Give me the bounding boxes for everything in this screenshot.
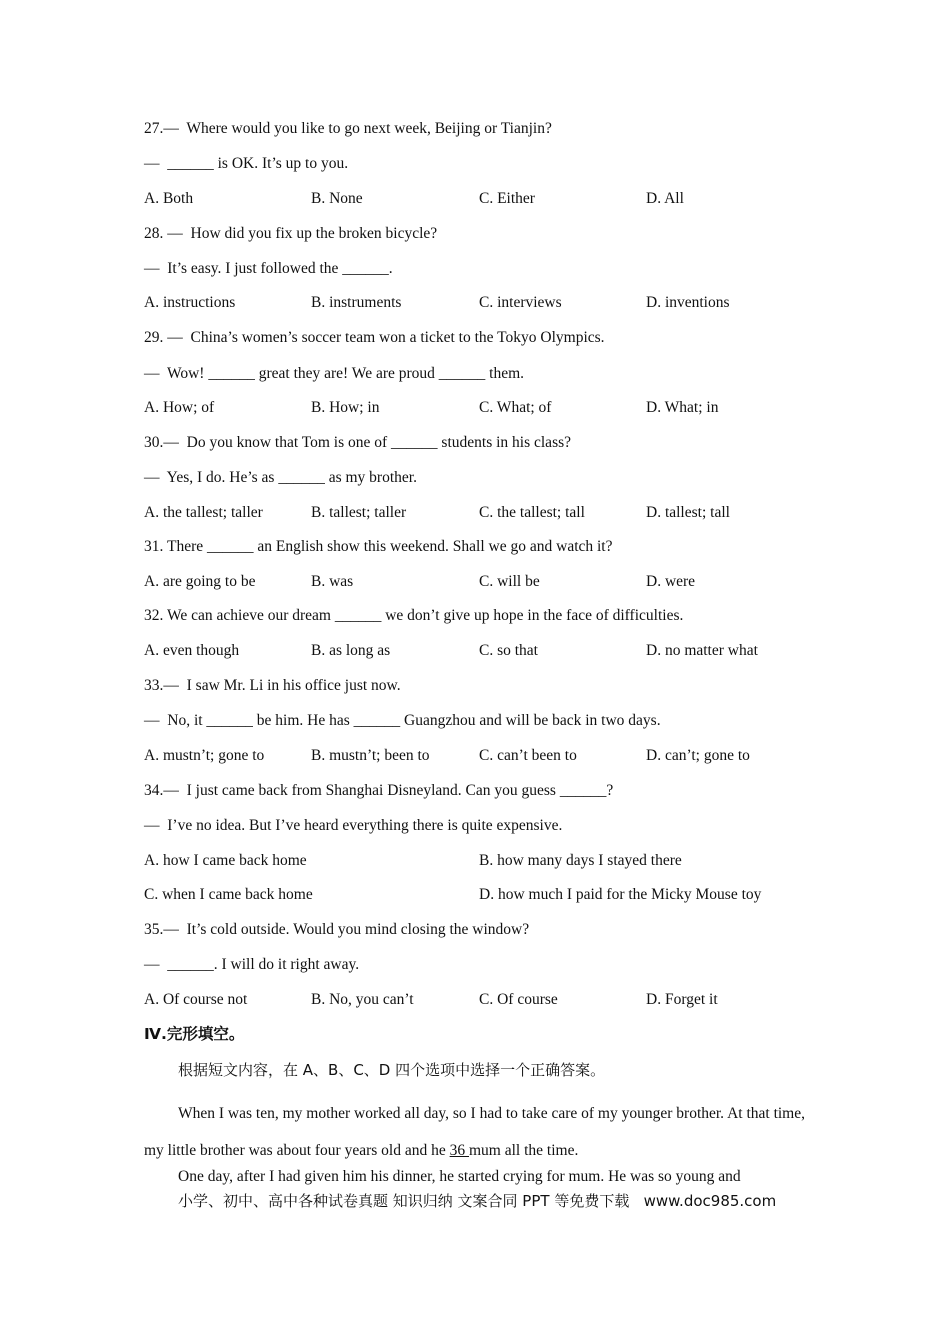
passage-paragraph-2: One day, after I had given him his dinner, he started crying for mum. He was so young and [178, 1168, 741, 1185]
q34-stem: 34.— I just came back from Shanghai Disneyland. Can you guess ______? [144, 782, 614, 799]
q35-option-d: D. Forget it [646, 991, 718, 1008]
q33-option-d: D. can’t; gone to [646, 747, 750, 764]
q34-option-b: B. how many days I stayed there [479, 852, 682, 869]
q27-option-b: B. None [311, 190, 363, 207]
q32-stem: 32. We can achieve our dream ______ we don’t give up hope in the face of difficulties. [144, 607, 684, 624]
q34-option-d: D. how much I paid for the Micky Mouse toy [479, 886, 762, 903]
q35-option-a: A. Of course not [144, 991, 248, 1008]
section-heading: Ⅳ.完形填空。 [144, 1025, 245, 1043]
q34-option-c: C. when I came back home [144, 886, 313, 903]
q27-option-d: D. All [646, 190, 684, 207]
q32-option-d: D. no matter what [646, 642, 758, 659]
q32-option-a: A. even though [144, 642, 240, 659]
blank-36: 36 [449, 1142, 469, 1159]
q33-option-a: A. mustn’t; gone to [144, 747, 265, 764]
q31-option-b: B. was [311, 573, 354, 590]
page-footer: 小学、初中、高中各种试卷真题 知识归纳 文案合同 PPT 等免费下载 www.doc985.com [178, 1192, 777, 1210]
q29-stem: 29. — China’s women’s soccer team won a ticket to the Tokyo Olympics. [144, 329, 605, 346]
q28-option-c: C. interviews [479, 294, 562, 311]
section-instruction: 根据短文内容，在 A、B、C、D 四个选项中选择一个正确答案。 [178, 1061, 606, 1079]
q32-option-b: B. as long as [311, 642, 391, 659]
q30-option-b: B. tallest; taller [311, 504, 407, 521]
q31-option-d: D. were [646, 573, 696, 590]
q27-option-a: A. Both [144, 190, 194, 207]
q27-reply: — ______ is OK. It’s up to you. [144, 155, 349, 172]
q29-option-c: C. What; of [479, 399, 552, 416]
q31-option-c: C. will be [479, 573, 540, 590]
q33-stem: 33.— I saw Mr. Li in his office just now. [144, 677, 401, 694]
q32-option-c: C. so that [479, 642, 538, 659]
passage-text: mum all the time. [469, 1142, 579, 1159]
q28-option-a: A. instructions [144, 294, 236, 311]
q30-stem: 30.— Do you know that Tom is one of ______ students in his class? [144, 434, 572, 451]
q28-reply: — It’s easy. I just followed the ______. [144, 260, 393, 277]
q30-option-a: A. the tallest; taller [144, 504, 263, 521]
q35-option-b: B. No, you can’t [311, 991, 414, 1008]
q30-option-c: C. the tallest; tall [479, 504, 585, 521]
q27-stem: 27.— Where would you like to go next week, Beijing or Tianjin? [144, 120, 552, 137]
passage-paragraph-1 [144, 1095, 806, 1169]
q29-option-b: B. How; in [311, 399, 380, 416]
q33-option-c: C. can’t been to [479, 747, 577, 764]
q29-reply: — Wow! ______ great they are! We are proud ______ them. [144, 365, 525, 382]
q33-option-b: B. mustn’t; been to [311, 747, 430, 764]
q28-option-d: D. inventions [646, 294, 730, 311]
q28-option-b: B. instruments [311, 294, 402, 311]
q35-stem: 35.— It’s cold outside. Would you mind closing the window? [144, 921, 530, 938]
q34-reply: — I’ve no idea. But I’ve heard everything there is quite expensive. [144, 817, 563, 834]
passage-text: When I was ten, my mother worked all day, so I had to take care of my younger brother. At that time, my little brother was about four years old and he [144, 1105, 805, 1159]
q31-option-a: A. are going to be [144, 573, 256, 590]
q29-option-d: D. What; in [646, 399, 719, 416]
q30-reply: — Yes, I do. He’s as ______ as my brother. [144, 469, 417, 486]
q29-option-a: A. How; of [144, 399, 215, 416]
q35-option-c: C. Of course [479, 991, 558, 1008]
q30-option-d: D. tallest; tall [646, 504, 730, 521]
q33-reply: — No, it ______ be him. He has ______ Guangzhou and will be back in two days. [144, 712, 661, 729]
q27-option-c: C. Either [479, 190, 535, 207]
q34-option-a: A. how I came back home [144, 852, 307, 869]
q28-stem: 28. — How did you fix up the broken bicycle? [144, 225, 438, 242]
q35-reply: — ______. I will do it right away. [144, 956, 360, 973]
q31-stem: 31. There ______ an English show this weekend. Shall we go and watch it? [144, 538, 613, 555]
